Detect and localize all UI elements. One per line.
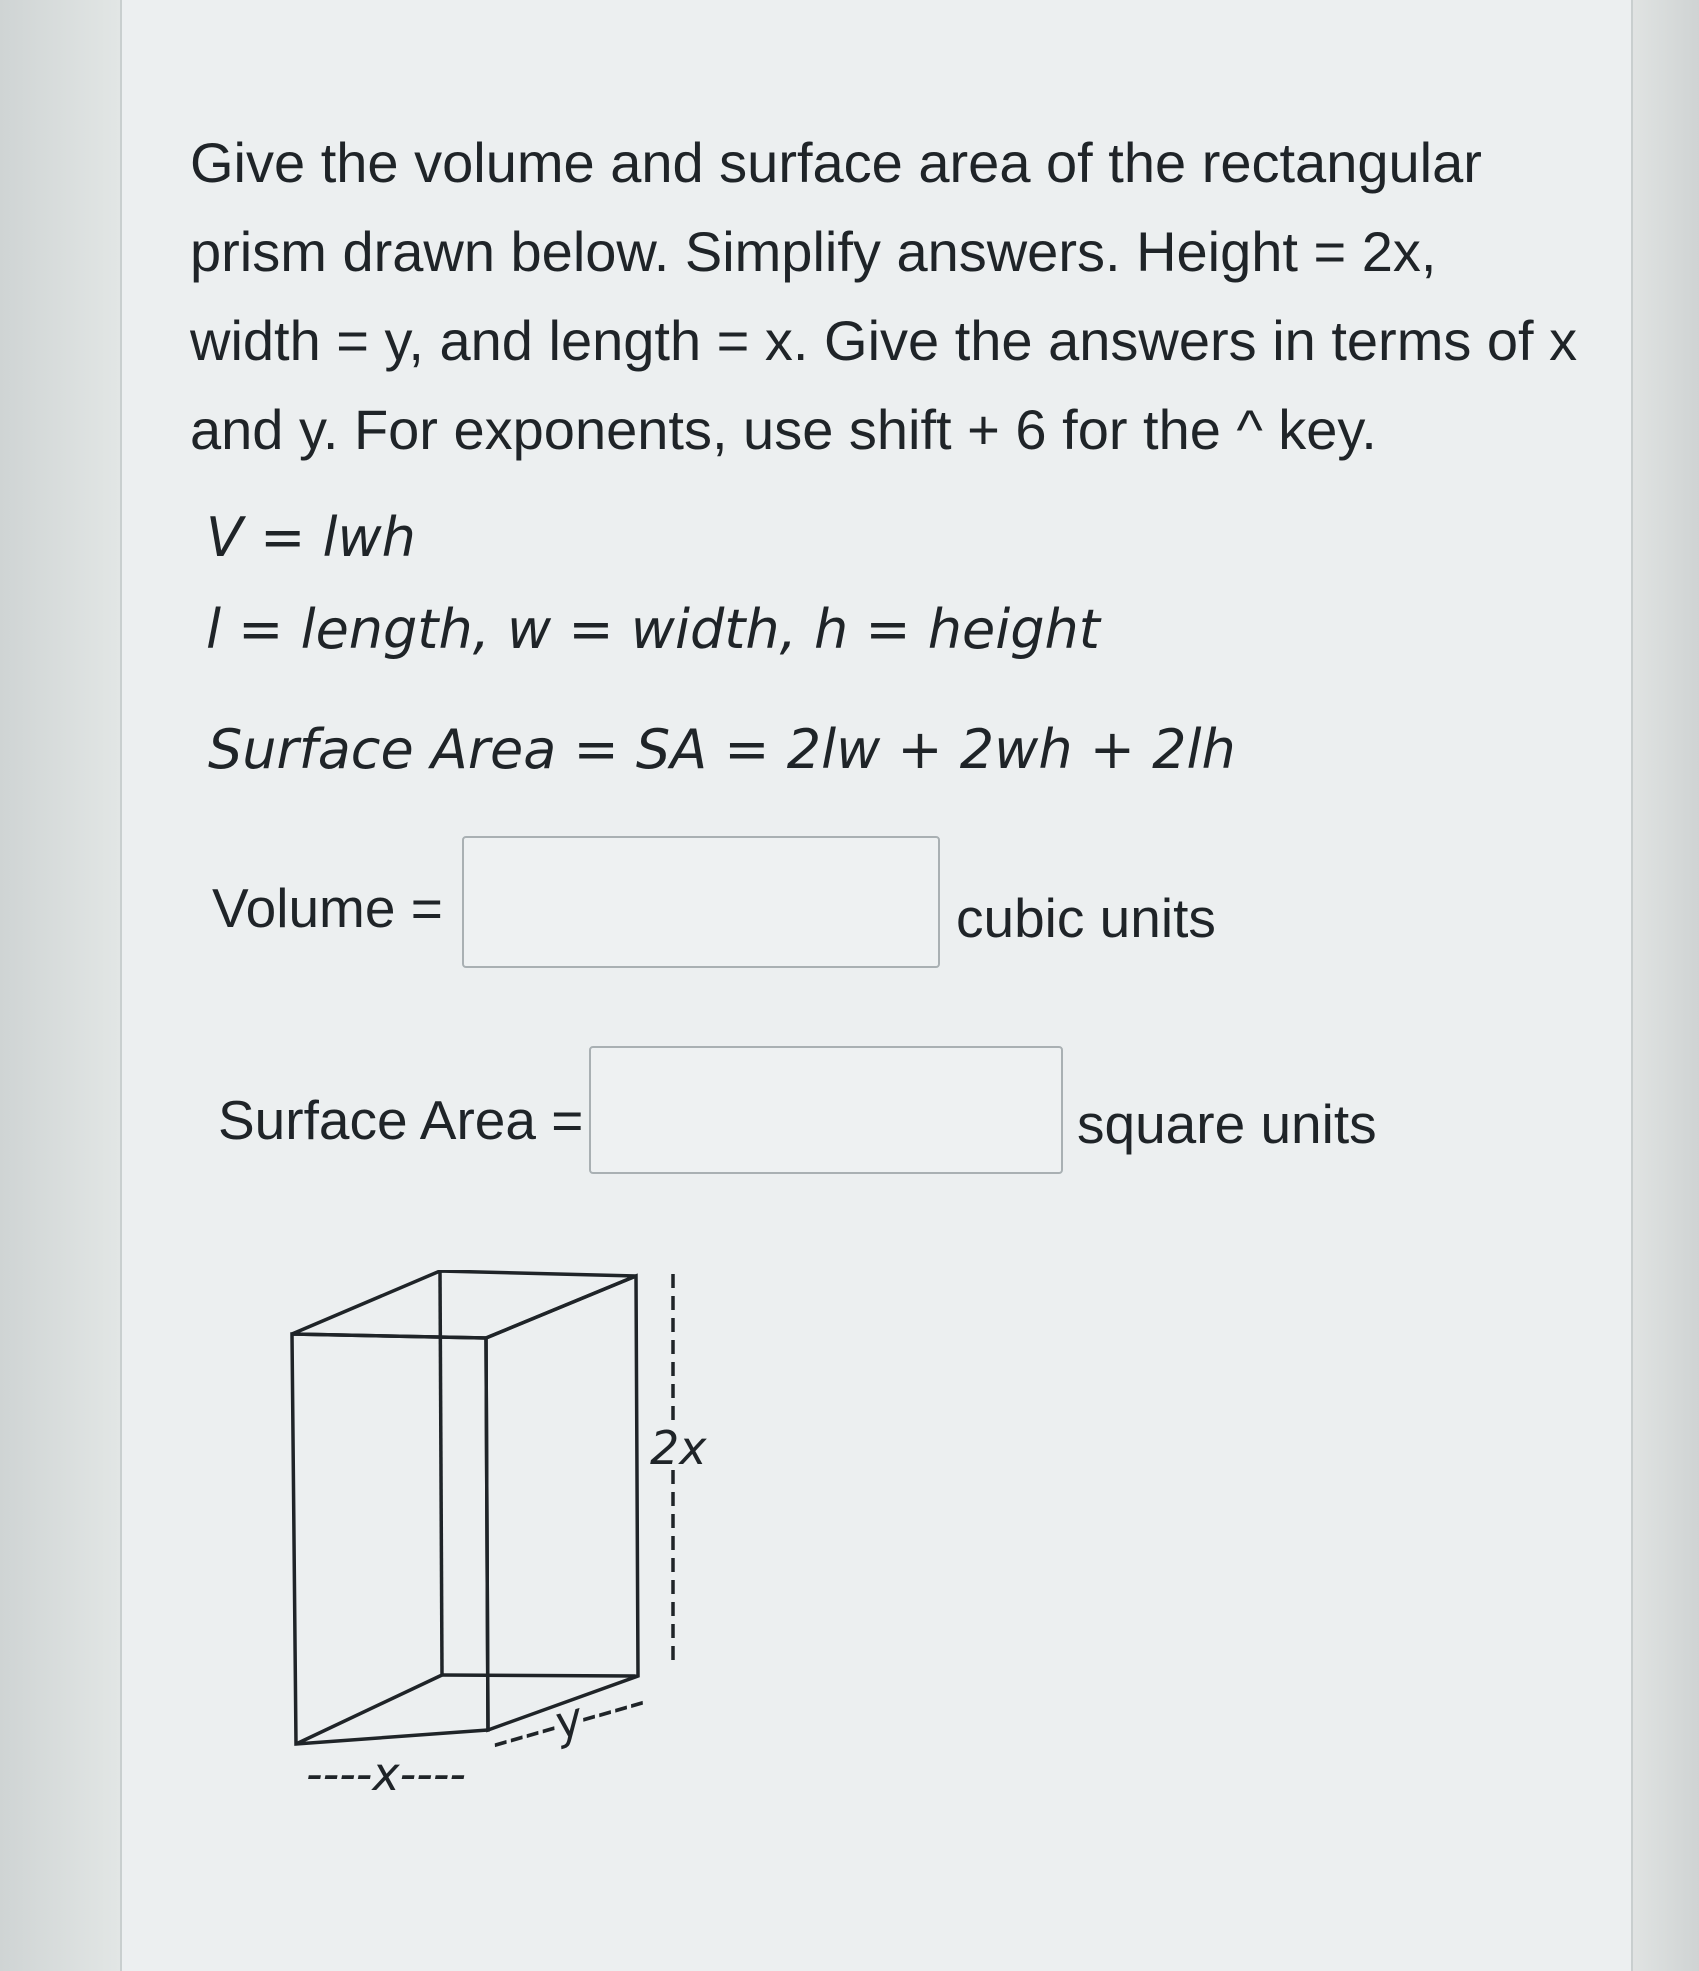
- prism-front-face: [292, 1334, 488, 1744]
- prism-back-base-edge: [442, 1675, 638, 1676]
- question-line-2: prism drawn below. Simplify answers. Height = 2x,: [190, 220, 1437, 283]
- height-label: 2x: [650, 1421, 707, 1475]
- surface-area-units: square units: [1077, 1093, 1377, 1155]
- surface-area-formula: Surface Area = SA = 2lw + 2wh + 2lh: [208, 718, 1236, 781]
- width-label: ----y----: [484, 1673, 652, 1769]
- prism-back-vertical-edge: [440, 1271, 442, 1675]
- volume-formula: V = lwh: [206, 506, 416, 569]
- volume-input[interactable]: [462, 836, 940, 968]
- variable-definitions: l = length, w = width, h = height: [206, 598, 1100, 661]
- prism-diagram: [270, 1270, 730, 1820]
- monitor-bezel-left: [0, 0, 120, 1971]
- surface-area-input[interactable]: [589, 1046, 1063, 1174]
- prism-top-face: [292, 1271, 636, 1338]
- question-line-1: Give the volume and surface area of the rectangular: [190, 131, 1482, 194]
- surface-area-label: Surface Area =: [218, 1089, 584, 1151]
- volume-units: cubic units: [956, 887, 1216, 949]
- prism-right-face: [486, 1276, 638, 1730]
- volume-label: Volume =: [212, 877, 443, 939]
- length-label: ----x----: [306, 1747, 467, 1801]
- question-line-3: width = y, and length = x. Give the answers in terms of x: [190, 309, 1578, 372]
- prism-outline: [292, 1271, 638, 1744]
- question-line-4: and y. For exponents, use shift + 6 for the ^ key.: [190, 398, 1377, 461]
- question-text: [190, 118, 1650, 474]
